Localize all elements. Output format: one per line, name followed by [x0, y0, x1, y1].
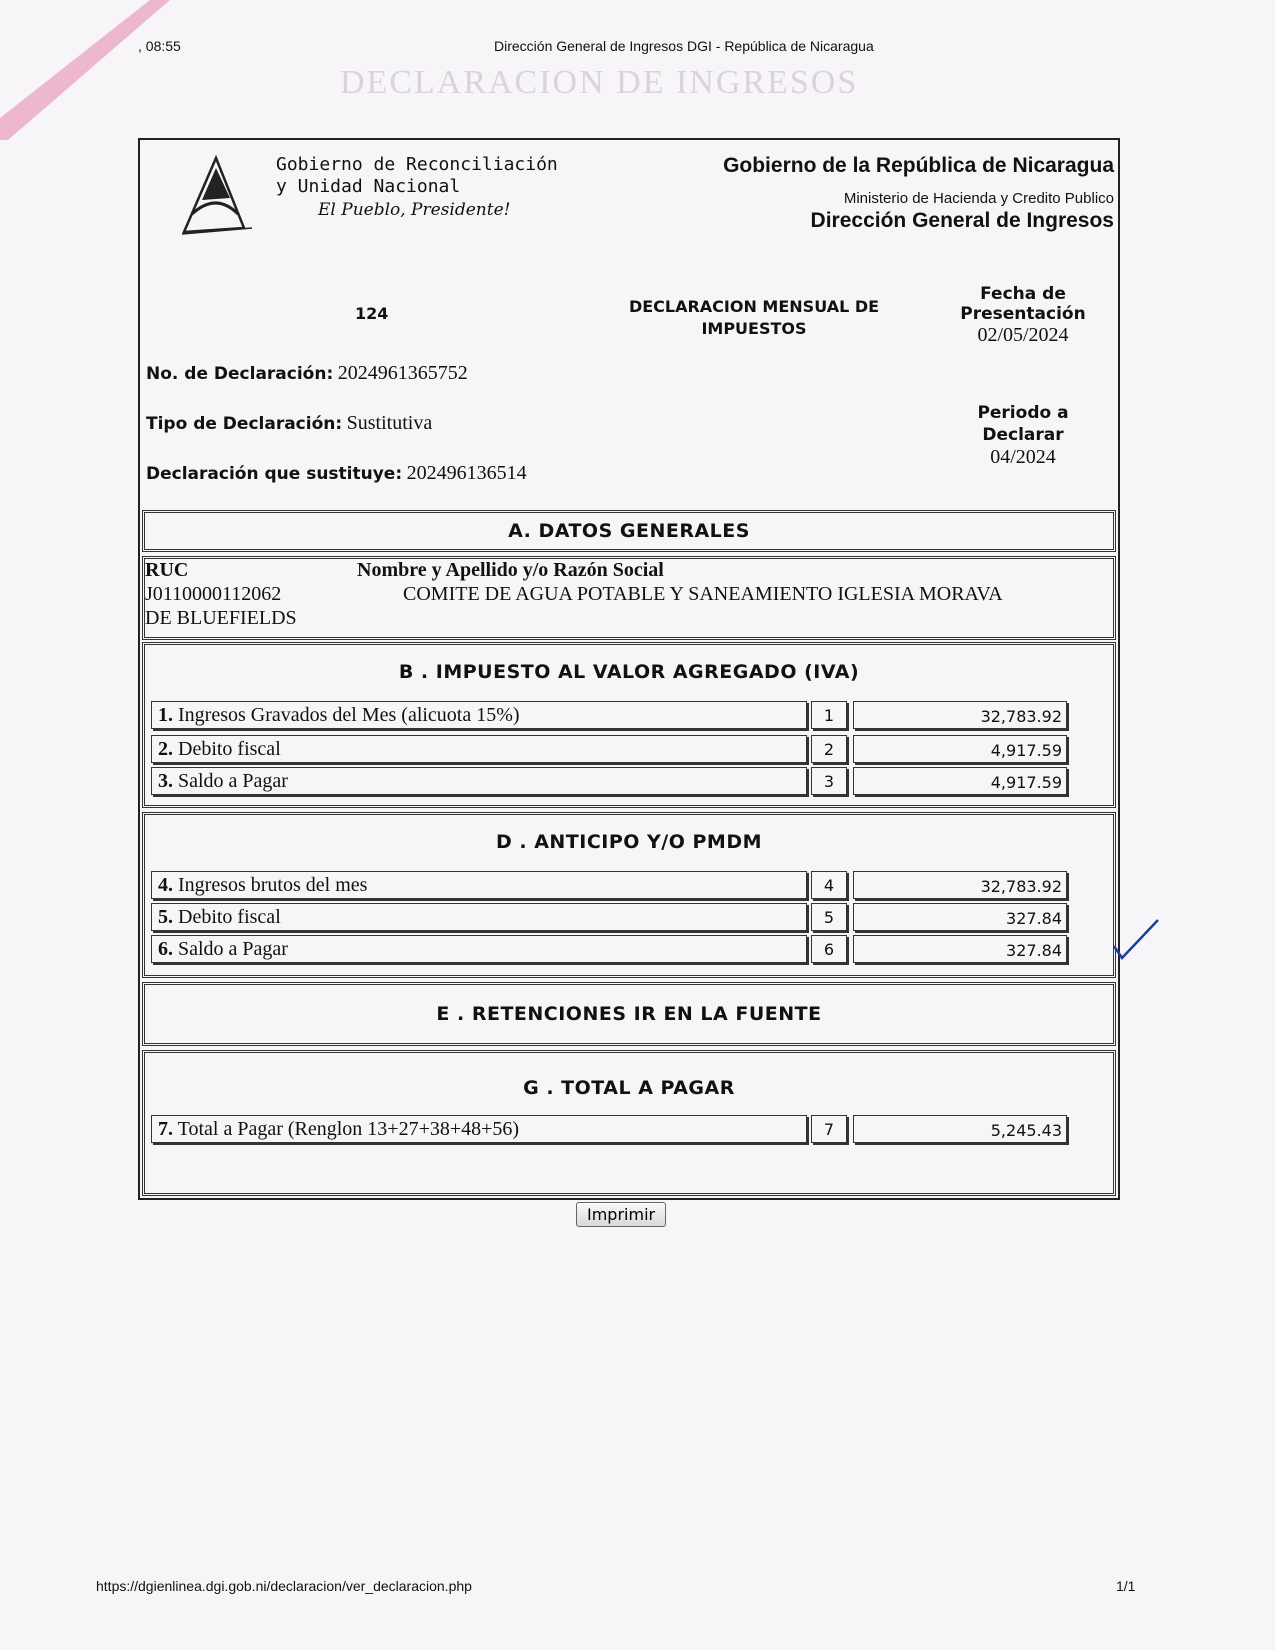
no-declaracion-value: 2024961365752 [337, 362, 468, 384]
section-e [142, 982, 1116, 1046]
periodo-label-1: Periodo a [977, 403, 1069, 423]
no-declaracion [146, 362, 468, 385]
footer-page: 1/1 [1116, 1578, 1136, 1594]
table-row [151, 1115, 1065, 1143]
row-line-number: 2 [811, 735, 847, 763]
pink-corner-tab [0, 0, 190, 150]
table-row [151, 903, 1065, 931]
periodo-value: 04/2024 [990, 446, 1056, 468]
row-amount: 327.84 [853, 903, 1067, 931]
section-g [142, 1050, 1116, 1196]
row-amount: 327.84 [853, 935, 1067, 963]
gov-left-heading [276, 154, 558, 198]
sustituye-value: 202496136514 [406, 462, 527, 484]
row-line-number: 4 [811, 871, 847, 899]
row-label: 2. Debito fiscal [151, 735, 807, 763]
row-amount: 4,917.59 [853, 767, 1067, 795]
row-amount: 32,783.92 [853, 871, 1067, 899]
periodo-label-2: Declarar [982, 425, 1064, 445]
table-row [151, 735, 1065, 763]
print-button[interactable]: Imprimir [576, 1202, 666, 1227]
section-e-title: E . RETENCIONES IR EN LA FUENTE [436, 1003, 822, 1025]
table-row [151, 701, 1065, 729]
section-g-title: G . TOTAL A PAGAR [523, 1077, 735, 1099]
periodo-declarar [948, 402, 1098, 468]
background-bleed: DECLARACION DE INGRESOS [340, 64, 859, 101]
row-amount: 32,783.92 [853, 701, 1067, 729]
tipo-declaracion [146, 412, 432, 435]
section-d [142, 812, 1116, 978]
section-b [142, 642, 1116, 808]
sustituye-label: Declaración que sustituye: [146, 464, 403, 484]
table-row [151, 935, 1065, 963]
form-title: DECLARACION MENSUAL DE IMPUESTOS [628, 297, 880, 338]
gov-left-line1: Gobierno de Reconciliación [276, 154, 558, 175]
sandinista-logo-icon [174, 152, 264, 240]
gov-left-line2: y Unidad Nacional [276, 176, 461, 197]
row-line-number: 1 [811, 701, 847, 729]
fecha-label-1: Fecha de [980, 284, 1066, 304]
row-amount: 4,917.59 [853, 735, 1067, 763]
row-label: 3. Saldo a Pagar [151, 767, 807, 795]
table-row [151, 871, 1065, 899]
gov-right-line2: Ministerio de Hacienda y Credito Publico [843, 190, 1114, 207]
row-label: 5. Debito fiscal [151, 903, 807, 931]
print-title: Dirección General de Ingresos DGI - República de Nicaragua [494, 38, 874, 54]
section-d-title: D . ANTICIPO Y/O PMDM [495, 831, 763, 853]
row-line-number: 7 [811, 1115, 847, 1143]
row-line-number: 5 [811, 903, 847, 931]
nombre-label: Nombre y Apellido y/o Razón Social [357, 559, 664, 581]
row-line-number: 6 [811, 935, 847, 963]
slogan: El Pueblo, Presidente! [318, 200, 511, 220]
datos-generales-block [142, 556, 1116, 640]
table-row [151, 767, 1065, 795]
checkmark-icon [1112, 918, 1160, 962]
nombre-value-2: DE BLUEFIELDS [145, 607, 297, 629]
fecha-label-2: Presentación [960, 304, 1086, 324]
section-b-title: B . IMPUESTO AL VALOR AGREGADO (IVA) [398, 661, 860, 683]
fecha-value: 02/05/2024 [977, 324, 1069, 346]
tipo-label: Tipo de Declaración: [146, 414, 343, 434]
row-amount: 5,245.43 [853, 1115, 1067, 1143]
section-a-title: A. DATOS GENERALES [508, 520, 750, 542]
ruc-label: RUC [145, 559, 189, 581]
section-a-header [142, 510, 1116, 552]
form-number: 124 [355, 304, 389, 323]
footer-url: https://dgienlinea.dgi.gob.ni/declaracion/ver_declaracion.php [96, 1578, 472, 1594]
declaracion-sustituye [146, 462, 527, 485]
row-label: 7. Total a Pagar (Renglon 13+27+38+48+56) [151, 1115, 807, 1143]
tipo-value: Sustitutiva [346, 412, 433, 434]
ruc-value: J0110000112062 [145, 583, 282, 605]
no-declaracion-label: No. de Declaración: [146, 364, 334, 384]
fecha-presentacion [948, 284, 1098, 347]
gov-right-line3: Dirección General de Ingresos [810, 209, 1114, 232]
row-label: 6. Saldo a Pagar [151, 935, 807, 963]
gov-right-line1: Gobierno de la República de Nicaragua [723, 154, 1114, 177]
row-line-number: 3 [811, 767, 847, 795]
gov-right-heading [723, 154, 1114, 233]
print-time: , 08:55 [138, 38, 181, 54]
declaration-sheet [138, 138, 1120, 1200]
nombre-value: COMITE DE AGUA POTABLE Y SANEAMIENTO IGLESIA MORAVA [403, 583, 1003, 605]
row-label: 1. Ingresos Gravados del Mes (alicuota 15%) [151, 701, 807, 729]
row-label: 4. Ingresos brutos del mes [151, 871, 807, 899]
